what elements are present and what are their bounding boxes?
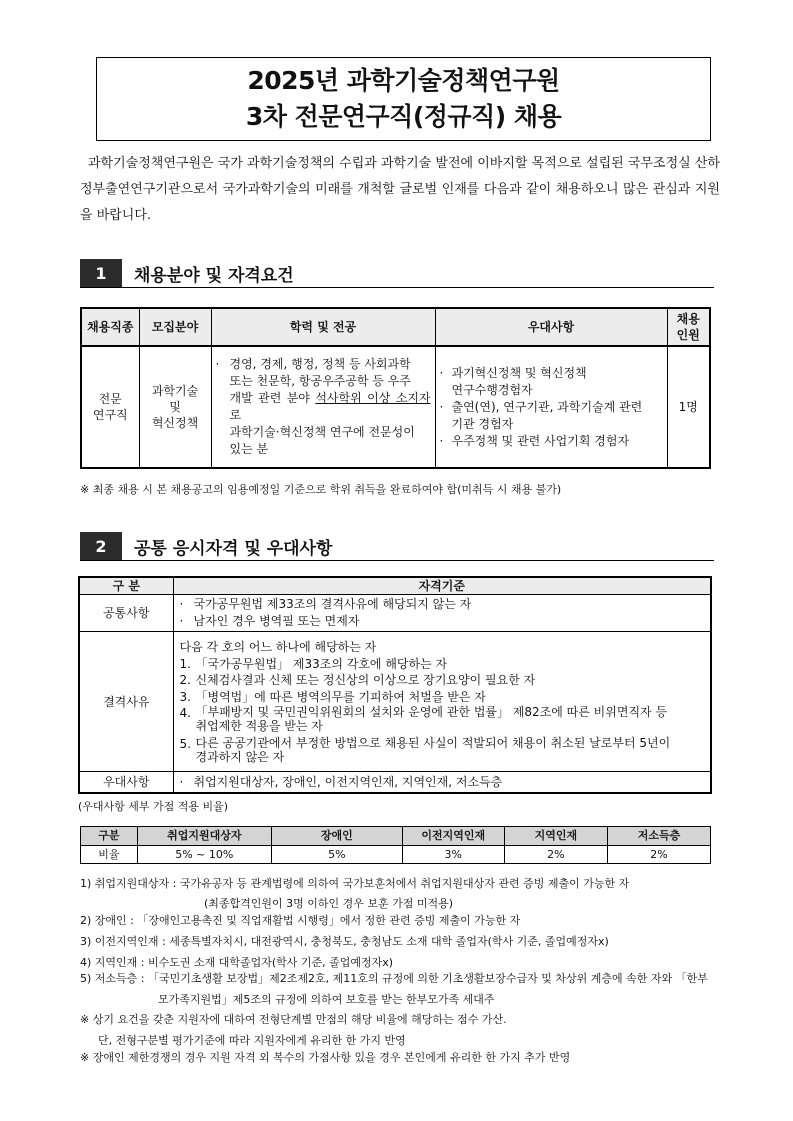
footnote-3 <box>80 934 609 949</box>
field-line1: 과학기술 <box>151 384 199 398</box>
preference-1-line2: 연구수행경험자 <box>451 382 533 397</box>
ratio-cell-relocated: 3% <box>402 846 504 864</box>
disq-item-1-line1: 「국가공무원법」 제33조의 각호에 해당하는 자 <box>195 656 448 671</box>
education-line3-after: 로 <box>229 408 242 422</box>
preference-item <box>180 774 711 790</box>
cell-education <box>211 346 435 468</box>
job-type-line2: 연구직 <box>92 408 128 422</box>
education-line4: 과학기술·혁신정책 연구에 전문성이 <box>229 425 415 439</box>
recruitment-header-row <box>81 308 710 346</box>
section2-header <box>80 531 332 561</box>
education-degree-requirement: 석사학위 이상 소지자 <box>315 391 431 405</box>
disq-item-4-num: 4. <box>179 706 191 720</box>
common-item-2 <box>180 613 711 630</box>
bullet: · <box>179 614 184 628</box>
ratio-header-local: 지역인재 <box>504 827 607 846</box>
remark-1 <box>80 1012 507 1048</box>
footnote-4-lead: 4) 지역인재 : <box>80 956 148 969</box>
section2-title: 공통 응시자격 및 우대사항 <box>134 538 333 559</box>
section1-number: 1 <box>80 259 122 287</box>
ratio-header-disabled: 장애인 <box>271 827 402 846</box>
preference-text: 취업지원대상자, 장애인, 이전지역인재, 지역인재, 저소득층 <box>193 775 503 789</box>
remark-2 <box>80 1050 570 1065</box>
remark-1-line1: 상기 요건을 갖춘 지원자에 대하여 전형단계별 만점의 해당 비율에 해당하는 점수 가산. <box>92 1013 507 1026</box>
remark-2-line1: 장애인 제한경쟁의 경우 지원 자격 외 복수의 가점사항 있을 경우 본인에게 유리한 한 가지 추가 반영 <box>92 1051 571 1064</box>
footnote-2 <box>80 913 520 928</box>
disq-item-5-line2: 경과하지 않은 자 <box>195 750 285 764</box>
section2-divider <box>80 560 714 561</box>
disq-item-5-num: 5. <box>179 737 191 751</box>
disq-item-2-num: 2. <box>179 673 191 687</box>
cell-field <box>139 346 211 468</box>
header-count <box>667 308 710 346</box>
preference-item-3 <box>440 433 663 450</box>
preference-2-line1: 출연(연), 연구기관, 과학기술계 관련 <box>451 399 643 414</box>
field-line3: 혁신정책 <box>151 416 199 430</box>
preference-criteria <box>173 772 711 794</box>
common-item-1 <box>180 596 711 613</box>
preference-bullet: · <box>439 433 444 448</box>
ratio-header-low-income: 저소득층 <box>607 827 710 846</box>
preference-1-line1: 과기혁신정책 및 혁신정책 <box>451 365 587 380</box>
footnote-4 <box>80 955 393 970</box>
recruitment-table <box>80 307 711 469</box>
ratio-cell-label: 비율 <box>81 846 138 864</box>
disq-item-2 <box>180 672 705 689</box>
remark-1-mark: ※ <box>80 1013 90 1026</box>
preference-item-1 <box>440 365 663 399</box>
disq-item-4-line1: 「부패방지 및 국민권익위원회의 설치와 운영에 관한 법률」 제82조에 따른 비위면직자 등 <box>195 705 668 719</box>
header-preference: 우대사항 <box>435 308 667 346</box>
disq-item-5 <box>180 736 705 764</box>
intro-text: 과학기술정책연구원은 국가 과학기술정책의 수립과 과학기술 발전에 이바지할 목적으로 설립된 국무조정실 산하 정부출연연구기관으로서 국가과학기술의 미래를 개척할 글로벌 인재를 다음과 같이 채용하오니 많은 관심과 지원을 바랍니다. <box>80 156 720 223</box>
footnote-1-line2: (최종합격인원이 3명 이하인 경우 보훈 가점 미적용) <box>204 897 454 910</box>
disq-item-5-line1: 다른 공공기관에서 부정한 방법으로 채용된 사실이 적발되어 채용이 취소된 날로부터 5년이 <box>195 736 671 750</box>
ratio-cell-low-income: 2% <box>607 846 710 864</box>
footnote-5 <box>80 971 720 1007</box>
header-job-type: 채용직종 <box>81 308 139 346</box>
header-field: 모집분야 <box>139 308 211 346</box>
footnote-1 <box>80 876 629 911</box>
footnote-4-line1: 비수도권 소재 대학졸업자(학사 기준, 졸업예정자x) <box>148 956 394 969</box>
cell-count: 1명 <box>667 346 710 468</box>
qualification-table <box>78 576 712 794</box>
cell-preference <box>435 346 667 468</box>
header-category: 구 분 <box>79 577 173 595</box>
title-line-2: 3차 전문연구직(정규직) 채용 <box>245 102 562 131</box>
ratio-cell-disabled: 5% <box>271 846 402 864</box>
ratio-header-row <box>81 827 711 846</box>
field-line2: 및 <box>169 400 181 414</box>
disq-item-4-line2: 취업제한 적용을 받는 자 <box>195 719 323 733</box>
disq-item-3-line1: 「병역법」에 따른 병역의무를 기피하여 처벌을 받은 자 <box>195 689 486 704</box>
section1-header <box>80 258 294 288</box>
education-line3 <box>230 390 431 424</box>
common-item-1-text: 국가공무원법 제33조의 결격사유에 해당되지 않는 자 <box>193 597 472 611</box>
remark-1-line2: 단, 전형구분별 평가기준에 따라 지원자에게 유리한 한 가지 반영 <box>98 1034 406 1047</box>
ratio-header-veterans: 취업지원대상자 <box>137 827 271 846</box>
preference-label: 우대사항 <box>79 772 173 794</box>
section1-note: ※ 최종 채용 시 본 채용공고의 임용예정일 기준으로 학위 취득을 완료하여야 함(미취득 시 채용 불가) <box>80 483 562 496</box>
common-row <box>79 595 711 632</box>
disqualification-criteria <box>173 632 711 772</box>
ratio-table <box>80 826 711 864</box>
footnote-2-lead: 2) 장애인 : <box>80 914 138 927</box>
education-item <box>216 356 431 424</box>
ratio-header-category: 구분 <box>81 827 138 846</box>
header-count-line1: 채용 <box>676 312 700 326</box>
disqualification-label: 결격사유 <box>79 632 173 772</box>
disq-item-4 <box>180 705 705 733</box>
ratio-row <box>81 846 711 864</box>
header-count-line2: 인원 <box>676 328 700 342</box>
footnote-5-line2: 모가족지원법」제5조의 규정에 의하여 보호를 받는 한부모가족 세대주 <box>158 993 495 1006</box>
bullet: · <box>179 775 184 789</box>
disq-item-3-num: 3. <box>179 689 191 704</box>
footnote-3-line1: 세종특별자치시, 대전광역시, 충청북도, 충청남도 소재 대학 졸업자(학사 기준, 졸업예정자x) <box>169 935 609 948</box>
ratio-header-relocated: 이전지역인재 <box>402 827 504 846</box>
ratio-cell-local: 2% <box>504 846 607 864</box>
header-education: 학력 및 전공 <box>211 308 435 346</box>
disqualification-intro: 다음 각 호의 어느 하나에 해당하는 자 <box>179 640 377 654</box>
intro-paragraph <box>80 151 720 229</box>
cell-job-type <box>81 346 139 468</box>
footnote-5-lead: 5) 저소득층 : <box>80 972 148 985</box>
title-line-1: 2025년 과학기술정책연구원 <box>247 66 560 95</box>
job-type-line1: 전문 <box>98 392 122 406</box>
ratio-cell-veterans: 5% ~ 10% <box>137 846 271 864</box>
common-item-2-text: 남자인 경우 병역필 또는 면제자 <box>193 614 360 628</box>
disq-item-1 <box>180 656 705 673</box>
preference-item-2 <box>440 399 663 433</box>
education-line2: 또는 천문학, 항공우주공학 등 우주 <box>229 374 411 388</box>
education-line5: 있는 분 <box>229 442 269 456</box>
disq-item-1-num: 1. <box>179 656 191 671</box>
qualification-header-row <box>79 577 711 595</box>
footnote-1-lead: 1) 취업지원대상자 : <box>80 877 180 890</box>
disqualification-row <box>79 632 711 772</box>
education-line1: 경영, 경제, 행정, 정책 등 사회과학 <box>229 357 411 371</box>
preference-2-line2: 기관 경험자 <box>451 416 514 431</box>
header-criteria: 자격기준 <box>173 577 711 595</box>
disq-item-3 <box>180 689 705 706</box>
recruitment-row <box>81 346 710 468</box>
education-bullet: · <box>215 357 220 371</box>
education-line3-text: 개발 관련 분야 <box>229 391 316 405</box>
section1-divider <box>80 287 714 288</box>
common-label: 공통사항 <box>79 595 173 632</box>
remark-2-mark: ※ <box>80 1051 90 1064</box>
preference-row <box>79 772 711 794</box>
preference-3-line1: 우주정책 및 관련 사업기획 경험자 <box>451 433 630 448</box>
footnote-1-line1: 국가유공자 등 관계법령에 의하여 국가보훈처에서 취업지원대상자 관련 증빙 제출이 가능한 자 <box>179 877 630 890</box>
title-box <box>96 57 711 141</box>
section2-number: 2 <box>80 532 122 560</box>
footnote-5-line1: 「국민기초생활 보장법」제2조제2호, 제11호의 규정에 의한 기초생활보장수급자 및 차상위 계층에 속한 자와 「한부 <box>148 972 708 985</box>
common-criteria <box>173 595 711 632</box>
ratio-caption: (우대사항 세부 가점 적용 비율) <box>78 800 229 813</box>
preference-bullet: · <box>439 365 444 380</box>
footnote-2-line1: 「장애인고용촉진 및 직업재활법 시행령」에서 정한 관련 증빙 제출이 가능한 자 <box>137 914 521 927</box>
bullet: · <box>179 597 184 611</box>
section1-title: 채용분야 및 자격요건 <box>134 265 294 286</box>
footnote-3-lead: 3) 이전지역인재 : <box>80 935 170 948</box>
preference-bullet: · <box>439 399 444 414</box>
disq-item-2-line1: 신체검사결과 신체 또는 정신상의 이상으로 장기요양이 필요한 자 <box>195 673 536 687</box>
